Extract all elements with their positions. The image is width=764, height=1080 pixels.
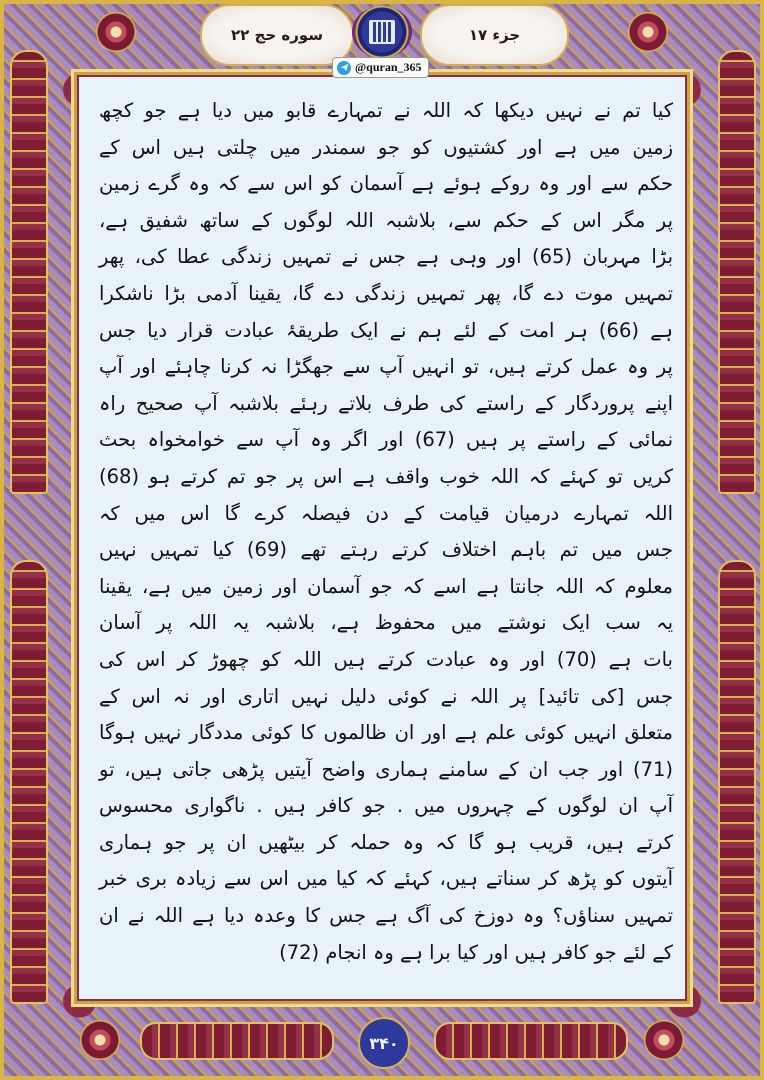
- corner-medallion: [96, 12, 136, 52]
- left-border-panel: [10, 560, 48, 1004]
- text-line: کیا تم نے نہیں دیکھا کہ اللہ نے تمہارے قابو میں دیا ہے جو کچھ: [99, 99, 673, 122]
- text-line: جس [کی تائید] پر اللہ نے کوئی دلیل نہیں اتاری اور نہ اس کے: [99, 684, 673, 708]
- corner-medallion: [628, 12, 668, 52]
- text-line: کریں تو کہئے کہ اللہ خوب واقف ہے اس پر جو تم کرتے ہو (68): [99, 464, 673, 488]
- text-line: اللہ تمہارے درمیان قیامت کے دن فیصلہ کرے گا اس میں کہ: [99, 501, 673, 525]
- text-line: بات ہے (70) اور وہ عبادت کرتے ہیں اللہ کو چھوڑ کر اس کی: [99, 647, 673, 671]
- kufic-glyph-icon: [369, 20, 395, 44]
- corner-medallion: [80, 1020, 120, 1060]
- bottom-border-panel: [140, 1022, 334, 1060]
- text-line: نمائی کے راستے پر ہیں (67) اور اگر وہ آپ سے خوامخواہ بحث: [99, 428, 673, 452]
- text-line: متعلق انہیں کوئی علم ہے اور ان ظالموں کا کوئی مددگار نہیں ہوگا: [99, 721, 673, 745]
- telegram-channel-tag[interactable]: [332, 57, 429, 78]
- page-number-badge: [358, 1017, 410, 1069]
- text-line: (71) اور جب ان کے سامنے ہماری واضح آیتیں پڑھی جاتی ہیں، تو: [99, 757, 673, 781]
- quran-emblem-icon: [352, 6, 412, 58]
- text-line: ہے (66) ہر امت کے لئے ہم نے ایک طریقۂ عبادت قرار دیا جس: [99, 318, 673, 342]
- telegram-icon: [337, 61, 351, 75]
- text-line: یہ سب ایک نوشتے میں محفوظ ہے، بلاشبہ یہ اللہ پر آسان: [99, 611, 673, 635]
- juz-label: جزء ۱۷: [468, 26, 521, 44]
- text-line: پر مگر اس کے حکم سے، بلاشبہ اللہ لوگوں کے ساتھ شفیق ہے،: [99, 208, 673, 232]
- page-number: ۳۴۰: [369, 1033, 399, 1053]
- juz-header: [420, 4, 569, 66]
- text-line: آپ ان لوگوں کے چہروں میں . جو کافر ہیں . ناگواری محسوس: [99, 794, 673, 818]
- right-border-panel: [718, 50, 756, 494]
- text-line: اپنے پروردگار کے راستے کی طرف بلاتے رہئے بلاشبہ آپ صحیح راہ: [99, 391, 673, 415]
- text-line: زمین میں ہے اور کشتیوں کو جو سمندر میں چلتی ہیں اس کے: [99, 135, 673, 159]
- telegram-handle: @quran_365: [355, 60, 422, 74]
- text-line: بڑا مہربان (65) اور وہی ہے جس نے تمہیں زندگی عطا کی، پھر: [99, 245, 674, 269]
- text-line: پر وہ عمل کرتے ہیں، تو انہیں آپ سے جھگڑا نہ کرنا چاہئے اور آپ: [99, 355, 673, 379]
- text-line: تمہیں سناؤں؟ وہ دوزخ کی آگ ہے جس کا وعدہ دیا ہے اللہ نے ان: [99, 904, 673, 928]
- corner-medallion: [644, 1020, 684, 1060]
- text-line: حکم سے اور وہ روکے ہوئے ہے آسمان کو اس سے کہ وہ گرے زمین: [99, 172, 673, 196]
- text-line: جس میں تم باہم اختلاف کرتے رہتے تھے (69) کیا تمہیں نہیں: [99, 538, 673, 562]
- right-border-panel: [718, 560, 756, 1004]
- text-line: تمہیں موت دے گا، پھر تمہیں زندگی دے گا، یقینا آدمی بڑا ناشکرا: [99, 281, 673, 305]
- text-line: معلوم کہ اللہ جانتا ہے اسے کہ جو آسمان اور زمین میں ہے، یقینا: [99, 574, 673, 598]
- translation-text: [99, 93, 673, 971]
- text-line: کرتے ہیں، قریب ہو گا کہ وہ حملہ کر بیٹھیں ان پر جو ہماری: [99, 830, 673, 854]
- left-border-panel: [10, 50, 48, 494]
- bottom-border-panel: [434, 1022, 628, 1060]
- text-line: کے لئے جو کافر ہیں اور کیا برا ہے وہ انجام (72): [279, 940, 673, 964]
- surah-header: [200, 4, 354, 66]
- quran-page: [74, 72, 690, 1004]
- text-line: آیتوں کو پڑھ کر سناتے ہیں، کہئے کہ کیا میں اس سے زیادہ بری خبر: [99, 867, 673, 891]
- surah-label: سوره حج ۲۲: [230, 26, 324, 44]
